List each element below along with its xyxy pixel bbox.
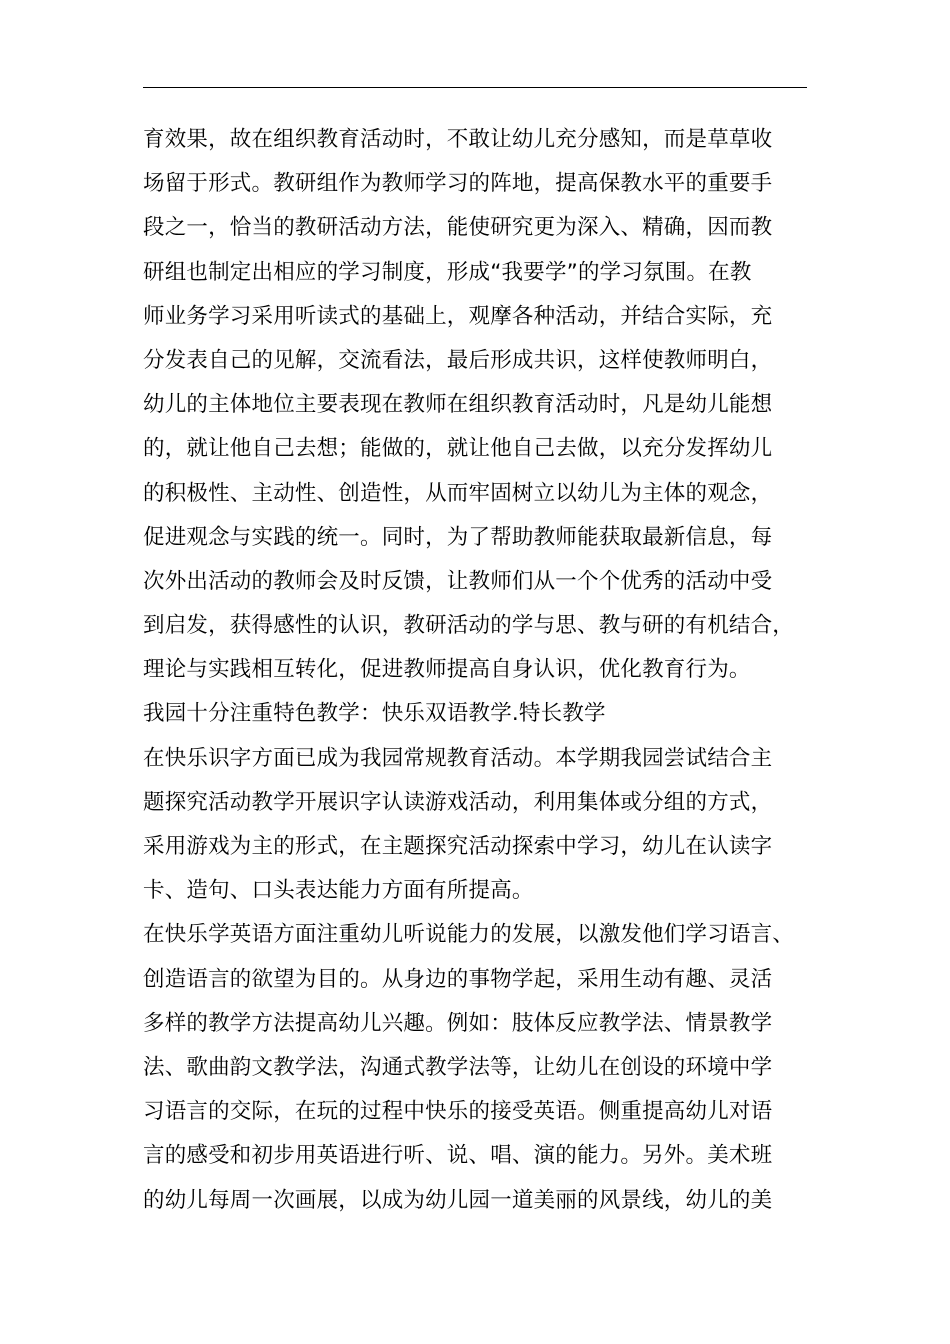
text-line: 法、歌曲韵文教学法，沟通式教学法等，让幼儿在创设的环境中学 — [143, 1054, 773, 1080]
text-line: 育效果，故在组织教育活动时，不敢让幼儿充分感知，而是草草收 — [143, 127, 773, 152]
text-line: 卡、造句、口头表达能力方面有所提高。 — [143, 878, 534, 904]
text-line: 创造语言的欲望为目的。从身边的事物学起，采用生动有趣、灵活 — [143, 966, 773, 992]
header-rule — [143, 87, 807, 88]
text-line: 幼儿的主体地位主要表现在教师在组织教育活动时，凡是幼儿能想 — [143, 392, 773, 418]
text-line: 的，就让他自己去想；能做的，就让他自己去做，以充分发挥幼儿 — [143, 436, 773, 462]
text-line: 在快乐学英语方面注重幼儿听说能力的发展，以激发他们学习语言、 — [143, 922, 795, 948]
text-line: 分发表自己的见解，交流看法，最后形成共识，这样使教师明白， — [143, 347, 773, 373]
body-text — [143, 118, 833, 1223]
text-line: 的幼儿每周一次画展，以成为幼儿园一道美丽的风景线，幼儿的美 — [143, 1187, 773, 1213]
text-line: 促进观念与实践的统一。同时，为了帮助教师能获取最新信息，每 — [143, 524, 773, 550]
section-heading: 我园十分注重特色教学：快乐双语教学.特长教学 — [143, 701, 606, 727]
text-line: 在快乐识字方面已成为我园常规教育活动。本学期我园尝试结合主 — [143, 745, 773, 771]
text-line: 段之一，恰当的教研活动方法，能使研究更为深入、精确，因而教 — [143, 215, 773, 241]
text-line: 师业务学习采用听读式的基础上，观摩各种活动，并结合实际，充 — [143, 303, 773, 329]
text-line: 言的感受和初步用英语进行听、说、唱、演的能力。另外。美术班 — [143, 1143, 773, 1169]
text-line: 场留于形式。教研组作为教师学习的阵地，提高保教水平的重要手 — [143, 171, 773, 197]
text-line: 研组也制定出相应的学习制度，形成“我要学”的学习氛围。在教 — [143, 259, 752, 285]
text-line: 次外出活动的教师会及时反馈，让教师们从一个个优秀的活动中受 — [143, 568, 773, 594]
text-line: 习语言的交际，在玩的过程中快乐的接受英语。侧重提高幼儿对语 — [143, 1099, 773, 1125]
text-line: 的积极性、主动性、创造性，从而牢固树立以幼儿为主体的观念， — [143, 480, 773, 506]
text-line: 到启发，获得感性的认识，教研活动的学与思、教与研的有机结合， — [143, 613, 795, 639]
text-line: 题探究活动教学开展识字认读游戏活动，利用集体或分组的方式， — [143, 789, 773, 815]
text-line: 多样的教学方法提高幼儿兴趣。例如：肢体反应教学法、情景教学 — [143, 1010, 773, 1036]
text-line: 理论与实践相互转化，促进教师提高自身认识，优化教育行为。 — [143, 657, 751, 683]
text-line: 采用游戏为主的形式，在主题探究活动探索中学习，幼儿在认读字 — [143, 834, 773, 859]
